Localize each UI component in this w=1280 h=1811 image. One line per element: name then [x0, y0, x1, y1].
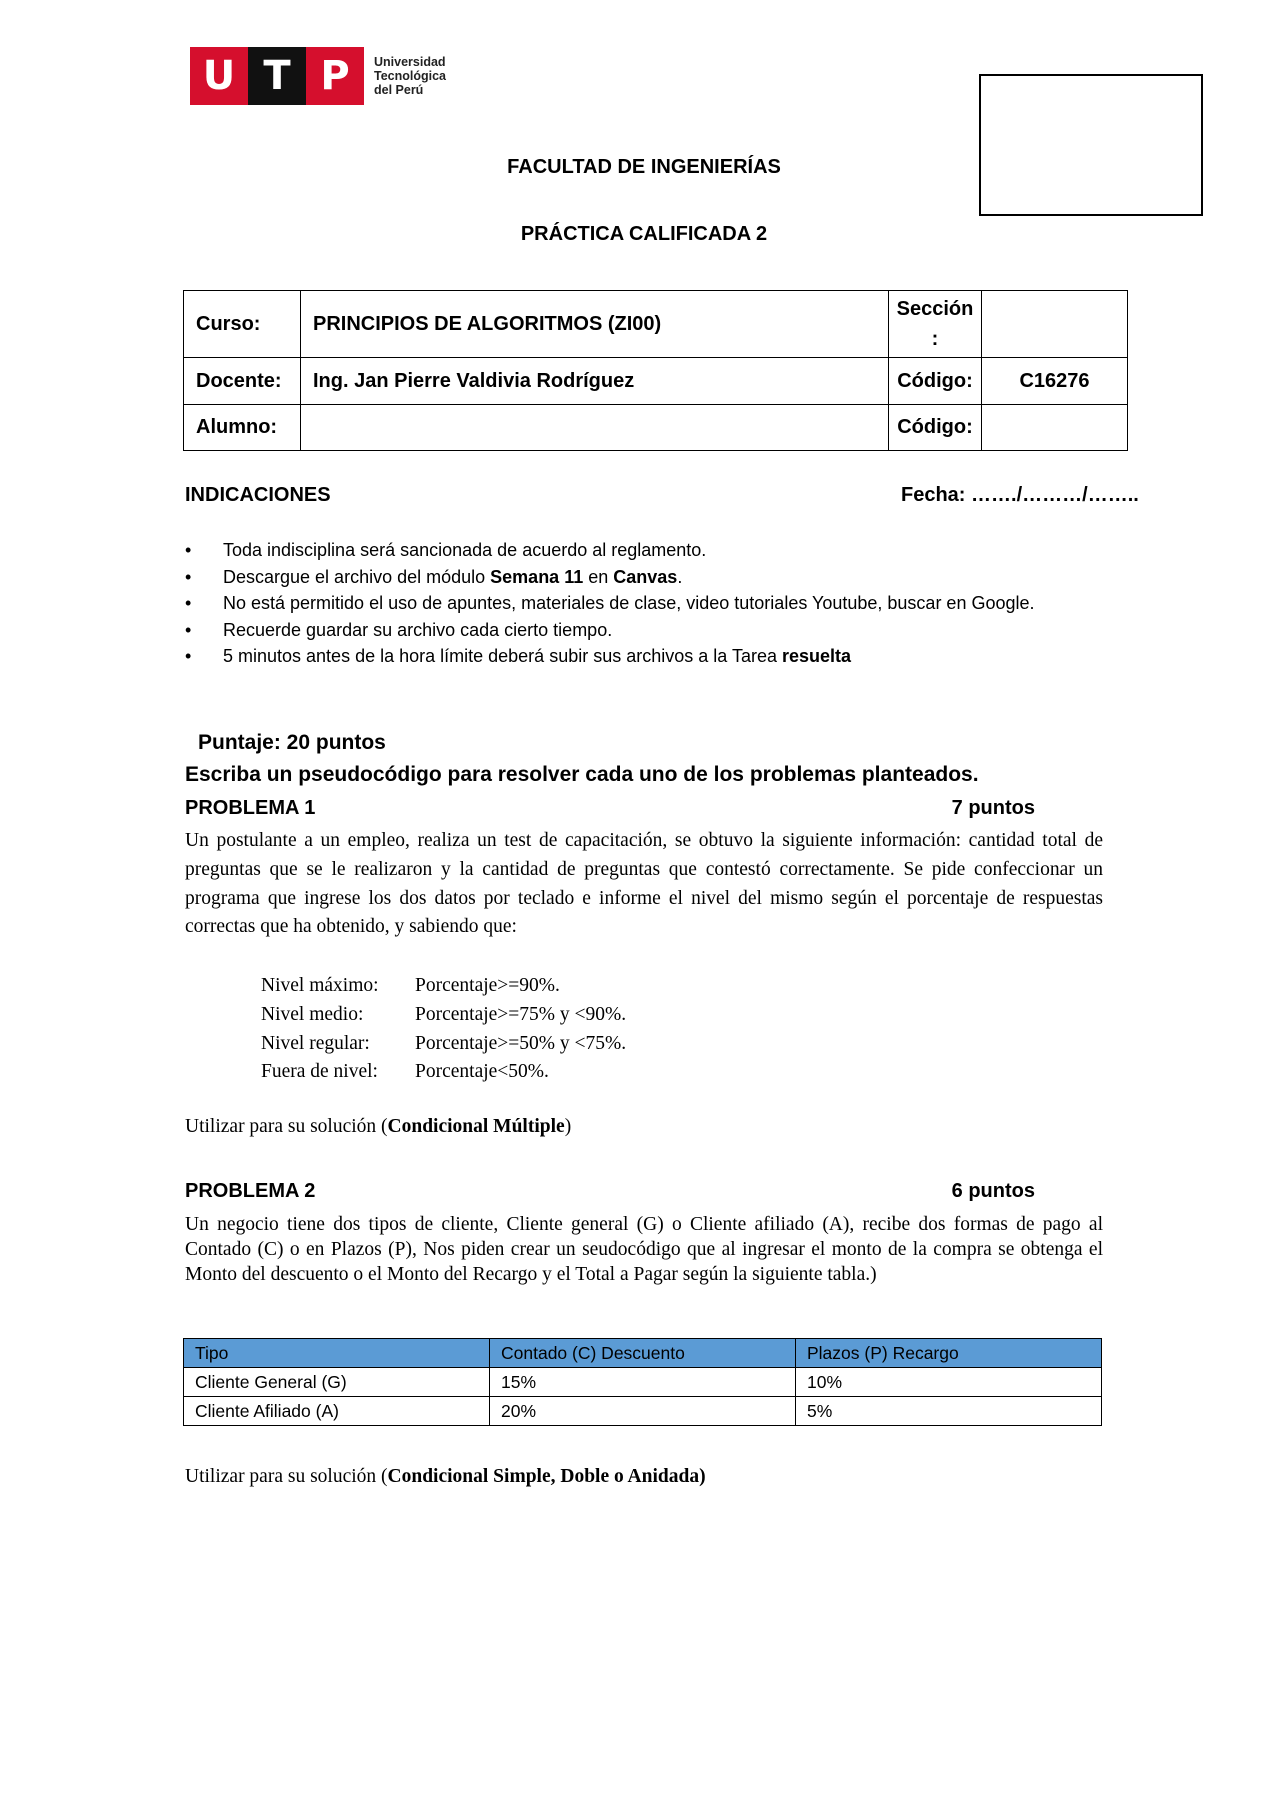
problema1-util: Utilizar para su solución (Condicional Múltiple): [185, 1116, 572, 1137]
puntaje: Puntaje: 20 puntos: [198, 731, 386, 754]
problema1-title: PROBLEMA 1: [185, 797, 316, 819]
problema1-points: 7 puntos: [951, 797, 1035, 819]
level-row: Nivel máximo: Porcentaje>=90%.: [261, 975, 560, 996]
logo-letter-t: T: [248, 47, 306, 105]
faculty-title: FACULTAD DE INGENIERÍAS: [507, 156, 781, 178]
list-item: • No está permitido el uso de apuntes, materiales de clase, video tutoriales Youtube, buscar en Google.: [223, 590, 1143, 617]
info-table: [183, 290, 1128, 451]
list-item: • Recuerde guardar su archivo cada cierto tiempo.: [223, 617, 1143, 644]
exam-title: PRÁCTICA CALIFICADA 2: [520, 223, 768, 245]
levels-list: [261, 972, 626, 1087]
codigo-alumno: [982, 405, 1128, 451]
logo-blocks: [190, 47, 364, 105]
logo-letter-p: P: [306, 47, 364, 105]
indicaciones-title: INDICACIONES: [185, 484, 331, 506]
level-row: Nivel regular: Porcentaje>=50% y <75%.: [261, 1032, 627, 1054]
logo-text-line-2: Tecnológica: [374, 69, 447, 83]
level-row: Fuera de nivel: Porcentaje<50%.: [261, 1061, 549, 1083]
docente-label: Docente:: [184, 358, 301, 405]
problema2-title: PROBLEMA 2: [185, 1180, 316, 1202]
list-item: • 5 minutos antes de la hora límite deberá subir sus archivos a la Tarea resuelta: [223, 643, 1143, 670]
list-item: • Descargue el archivo del módulo Semana 11 en Canvas.: [223, 564, 1143, 591]
level-row: Nivel medio: Porcentaje>=75% y <90%.: [261, 1003, 627, 1025]
fecha: Fecha: ……./………/……..: [901, 484, 1139, 506]
problema1-text: Un postulante a un empleo, realiza un test de capacitación, se obtuvo la siguiente información: cantidad total de preguntas que se le realizaron y la cantidad de preguntas que contestó correctamente. Se pide confeccionar un programa que ingrese los dos datos por teclado e informe el nivel del mismo según el porcentaje de respuestas correctas que ha obtenido, y sabiendo que:: [185, 830, 1103, 938]
seccion-label: Sección :: [889, 291, 982, 358]
header-tipo: Tipo: [184, 1339, 490, 1368]
curso-label: Curso:: [184, 291, 301, 358]
alumno-label: Alumno:: [184, 405, 301, 451]
codigo-docente: C16276: [982, 358, 1128, 405]
logo-text-line-3: del Perú: [374, 83, 424, 97]
indicaciones-list: [183, 537, 1143, 670]
seccion-value: [982, 291, 1128, 358]
instruction: Escriba un pseudocódigo para resolver cada uno de los problemas planteados.: [185, 763, 979, 786]
docente-value: Ing. Jan Pierre Valdivia Rodríguez: [301, 358, 889, 405]
table-header-row: [184, 1339, 1102, 1368]
list-item: • Toda indisciplina será sancionada de acuerdo al reglamento.: [223, 537, 1143, 564]
logo-letter-u: U: [190, 47, 248, 105]
alumno-value: [301, 405, 889, 451]
table-row: Cliente Afiliado (A) 20% 5%: [184, 1397, 1102, 1426]
problema2-text: Un negocio tiene dos tipos de cliente, Cliente general (G) o Cliente afiliado (A), recibe dos formas de pago al Contado (C) o en Plazos (P), Nos piden crear un seudocódigo que al ingresar el monto de la compra se obtenga el Monto del descuento o el Monto del Recargo y el Total a Pagar según la siguiente tabla.): [185, 1214, 1103, 1285]
logo-text: [374, 55, 446, 97]
header-plazos: Plazos (P) Recargo: [796, 1339, 1102, 1368]
problema1-header: [185, 797, 1035, 820]
utp-logo: [190, 47, 446, 105]
grade-box: [979, 74, 1203, 216]
codigo-label: Código:: [889, 358, 982, 405]
header-contado: Contado (C) Descuento: [490, 1339, 796, 1368]
problema2-header: [185, 1180, 1035, 1203]
tarifas-table: [183, 1338, 1102, 1426]
problema2-util: Utilizar para su solución (Condicional Simple, Doble o Anidada): [185, 1466, 706, 1487]
logo-text-line-1: Universidad: [374, 55, 446, 69]
curso-value: PRINCIPIOS DE ALGORITMOS (ZI00): [301, 291, 889, 358]
codigo-alumno-label: Código:: [889, 405, 982, 451]
table-row: Cliente General (G) 15% 10%: [184, 1368, 1102, 1397]
problema2-points: 6 puntos: [951, 1180, 1035, 1202]
